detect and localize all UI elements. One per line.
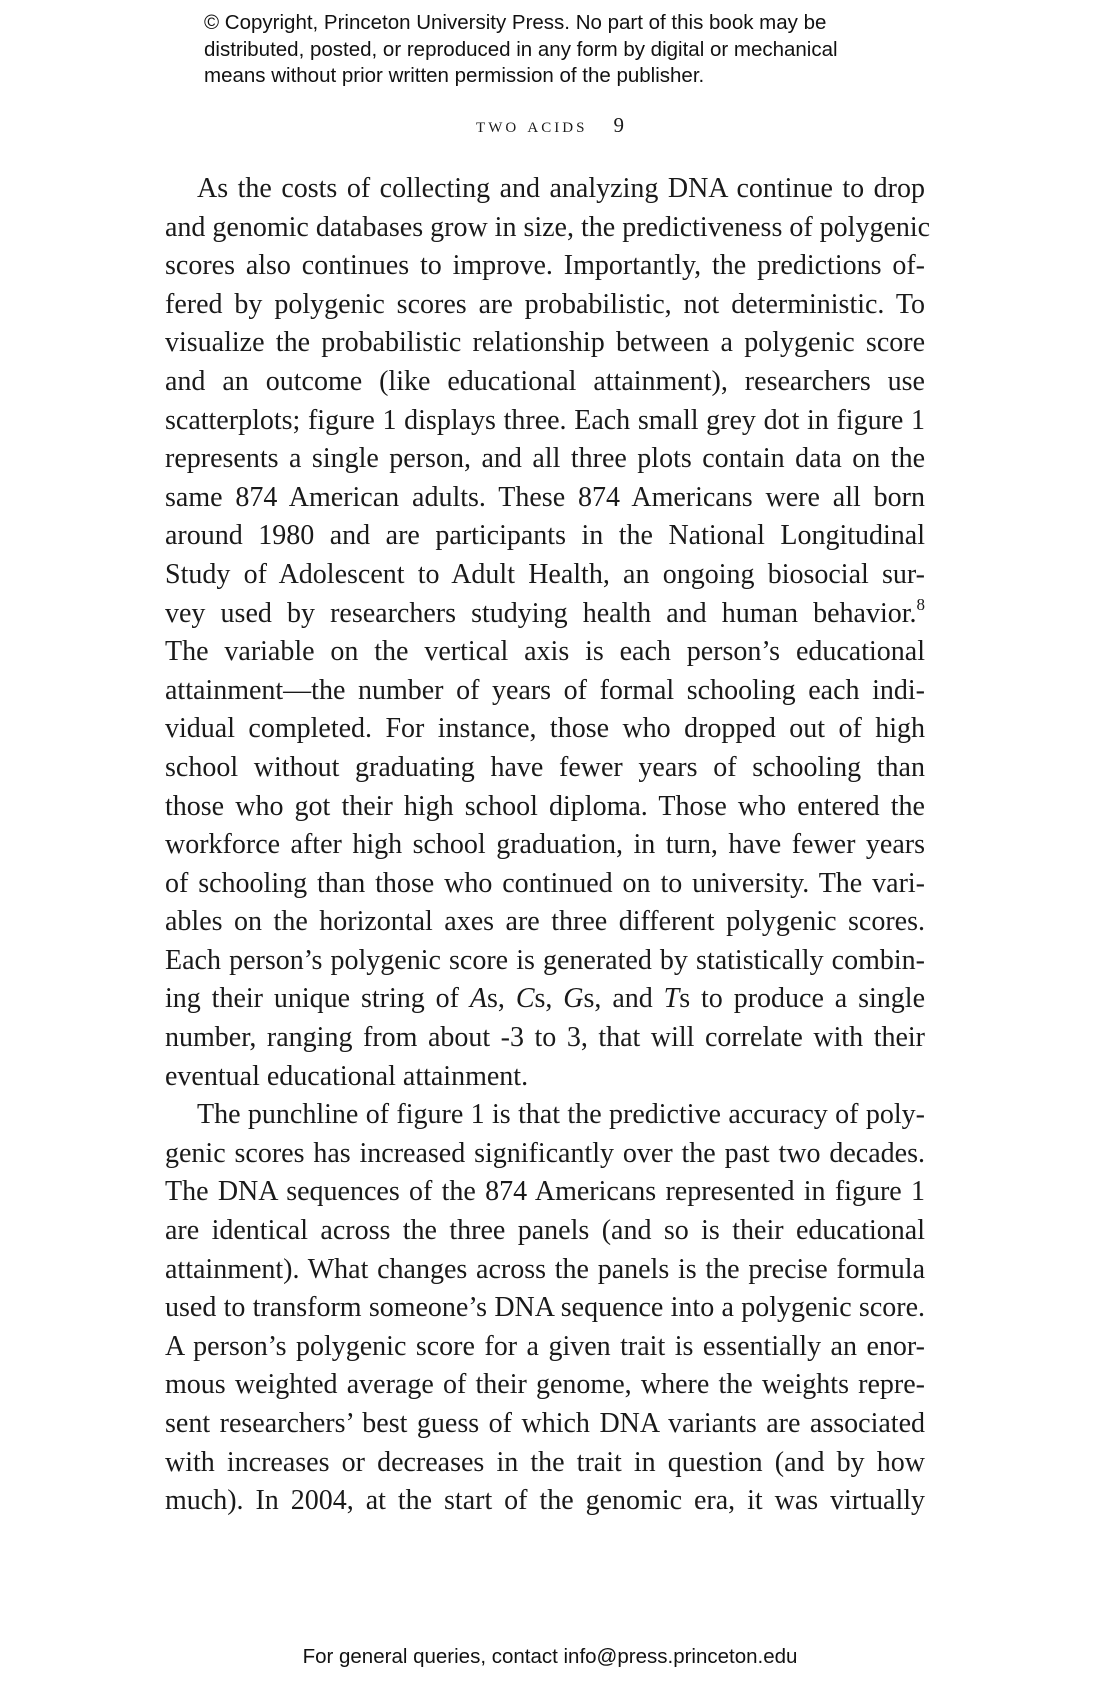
text-line: same 874 American adults. These 874 Americans were all born xyxy=(165,481,925,513)
text-line: scores also continues to improve. Importantly, the predictions of- xyxy=(165,250,925,282)
text-line: of schooling than those who continued on to university. The vari- xyxy=(165,867,925,899)
text-line: workforce after high school graduation, in turn, have fewer years xyxy=(165,829,925,861)
text-line: attainment—the number of years of formal schooling each indi- xyxy=(165,674,925,706)
text-line: number, ranging from about -3 to 3, that will correlate with their xyxy=(165,1022,925,1054)
running-head-title: two acids xyxy=(476,113,588,137)
italic-letter: G xyxy=(563,983,584,1015)
text-line: The punchline of figure 1 is that the predictive accuracy of poly- xyxy=(197,1099,925,1131)
text-line-with-footnote xyxy=(165,595,925,634)
footnote-marker[interactable]: 8 xyxy=(916,594,925,614)
text-line: used to transform someone’s DNA sequence into a polygenic score. xyxy=(165,1292,925,1324)
text-line: fered by polygenic scores are probabilistic, not deterministic. To xyxy=(165,288,925,320)
body-text xyxy=(165,170,931,1521)
text-line: Each person’s polygenic score is generated by statistically combin- xyxy=(165,944,925,976)
text-segment: s, xyxy=(534,983,564,1015)
text-line: much). In 2004, at the start of the genomic era, it was virtually xyxy=(165,1485,925,1517)
text-line: and genomic databases grow in size, the predictiveness of polygenic xyxy=(165,211,931,243)
text-line-with-italics xyxy=(165,980,925,1019)
italic-letter: T xyxy=(663,983,680,1015)
text-line: sent researchers’ best guess of which DNA variants are associated xyxy=(165,1408,925,1439)
text-segment: vey used by researchers studying health and human behavior. xyxy=(165,597,917,629)
copyright-line: distributed, posted, or reproduced in any form by digital or mechanical xyxy=(204,37,838,61)
text-segment: s to produce a single xyxy=(679,983,925,1015)
text-line: The DNA sequences of the 874 Americans represented in figure 1 xyxy=(165,1176,925,1208)
text-line: Study of Adolescent to Adult Health, an ongoing biosocial sur- xyxy=(165,558,925,590)
italic-letter: A xyxy=(469,983,488,1015)
text-segment: s, xyxy=(487,983,516,1015)
text-line: around 1980 and are participants in the National Longitudinal xyxy=(165,520,925,552)
text-line: eventual educational attainment. xyxy=(165,1060,529,1092)
text-line: those who got their high school diploma. Those who entered the xyxy=(165,790,925,822)
italic-letter: C xyxy=(515,983,535,1015)
text-line: As the costs of collecting and analyzing DNA continue to drop xyxy=(197,173,925,204)
text-line: mous weighted average of their genome, where the weights repre- xyxy=(165,1369,925,1401)
text-line: attainment). What changes across the panels is the precise formula xyxy=(165,1253,925,1285)
page-number: 9 xyxy=(613,113,624,137)
copyright-line: means without prior written permission of the publisher. xyxy=(204,64,705,87)
text-line: and an outcome (like educational attainment), researchers use xyxy=(165,365,925,397)
text-line: with increases or decreases in the trait in question (and by how xyxy=(165,1446,925,1478)
text-line: scatterplots; figure 1 displays three. Each small grey dot in figure 1 xyxy=(165,404,925,436)
text-segment: s, and xyxy=(583,983,664,1015)
text-line: represents a single person, and all three plots contain data on the xyxy=(165,443,925,475)
running-head xyxy=(0,111,1100,139)
text-line: vidual completed. For instance, those who dropped out of high xyxy=(165,713,925,745)
text-line: are identical across the three panels (and so is their educational xyxy=(165,1215,925,1247)
text-line: A person’s polygenic score for a given trait is essentially an enor- xyxy=(165,1330,925,1362)
text-line: ables on the horizontal axes are three different polygenic scores. xyxy=(165,906,925,938)
copyright-notice xyxy=(204,10,924,90)
text-line: school without graduating have fewer years of schooling than xyxy=(165,751,925,783)
text-line: The variable on the vertical axis is each person’s educational xyxy=(165,636,925,668)
text-segment: ing their unique string of xyxy=(165,983,459,1015)
copyright-line: © Copyright, Princeton University Press. No part of this book may be xyxy=(204,11,827,34)
text-line: genic scores has increased significantly over the past two decades. xyxy=(165,1137,925,1169)
footer-contact: For general queries, contact info@press.princeton.edu xyxy=(302,1645,798,1668)
text-line: visualize the probabilistic relationship between a polygenic score xyxy=(165,327,925,359)
